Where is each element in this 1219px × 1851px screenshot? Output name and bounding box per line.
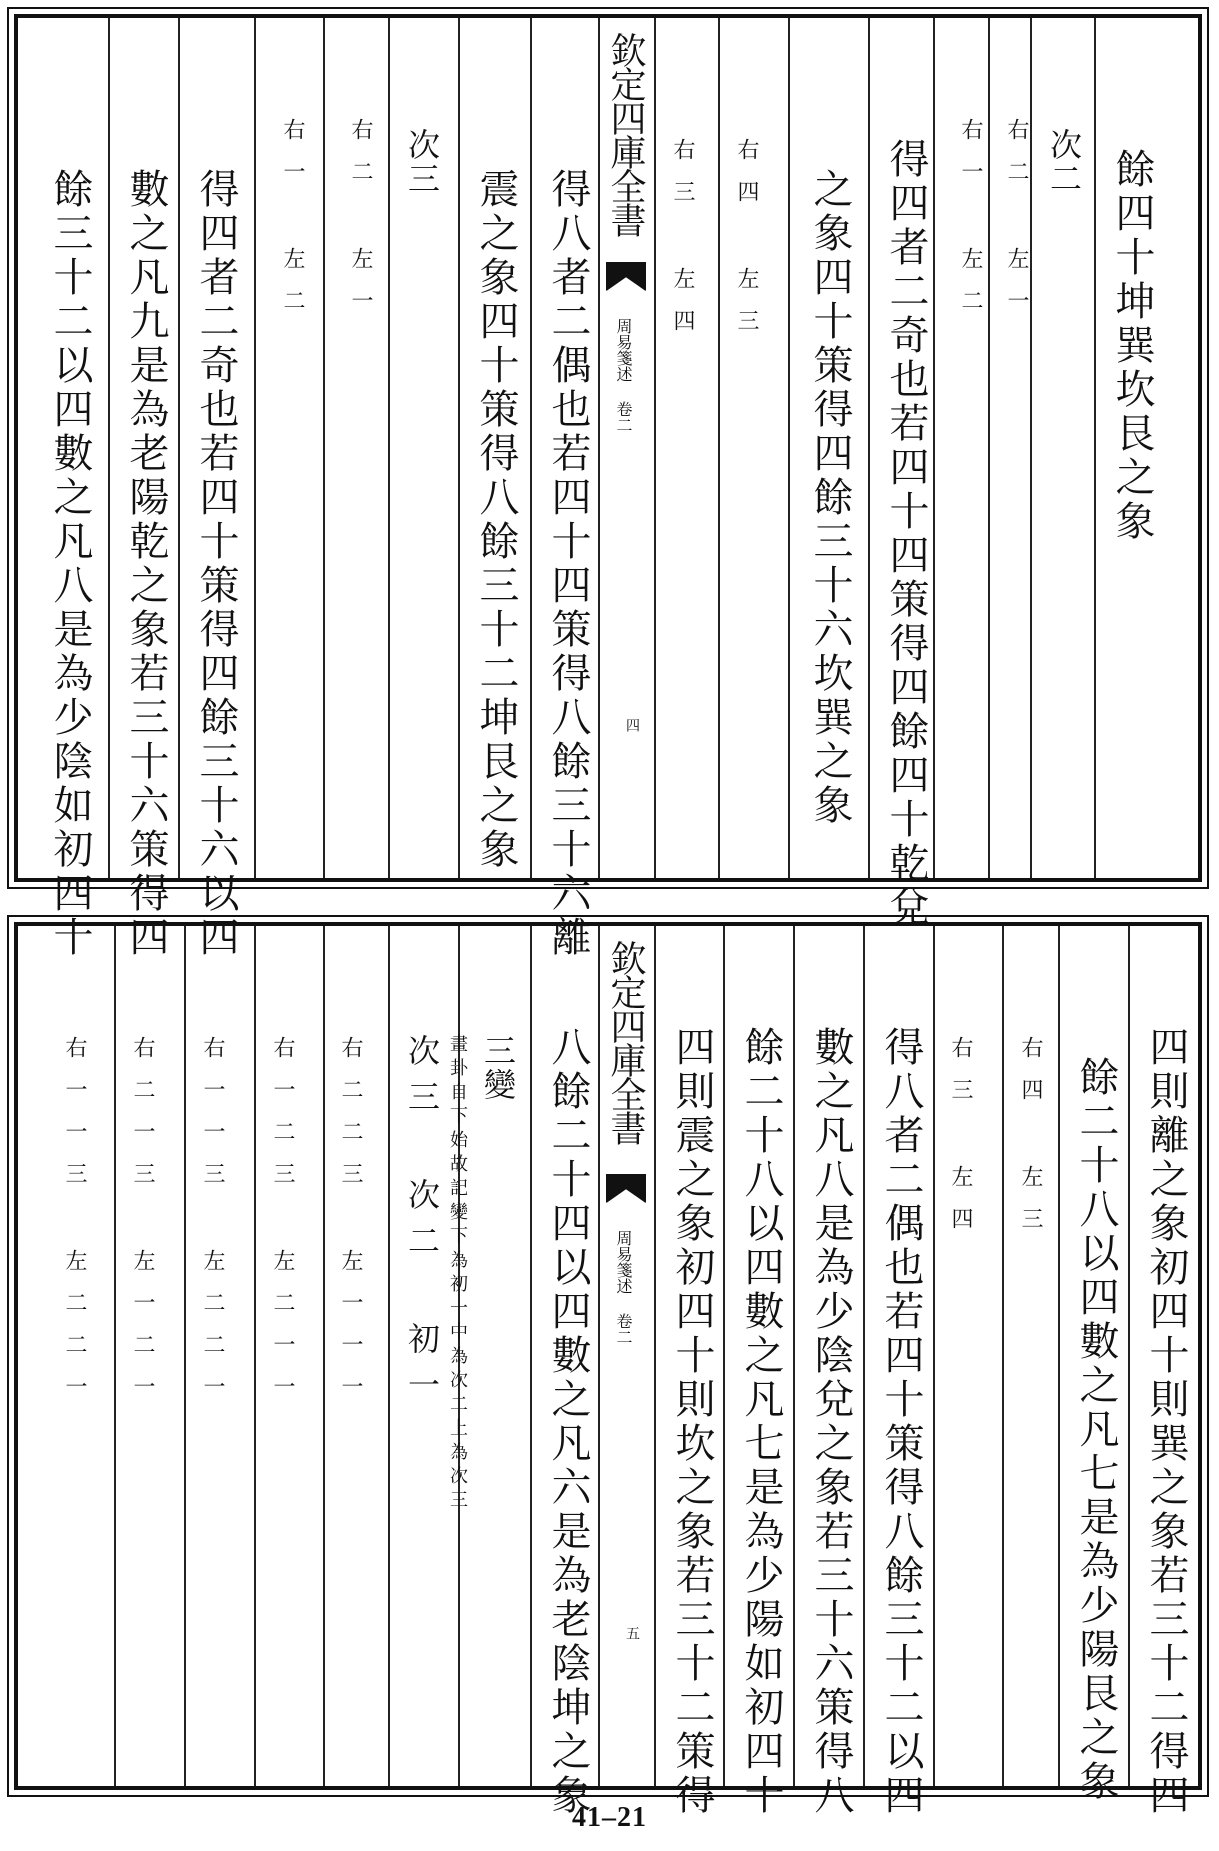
page-reference: 41–21 (572, 1802, 647, 1833)
tally-column: 右一 左二 (280, 118, 305, 331)
volume-label: 周易箋述 卷二 (614, 318, 633, 433)
column-divider (1030, 18, 1032, 878)
page-number: 四 (624, 718, 640, 732)
tally-column: 右四 左三 (734, 138, 759, 351)
text-column: 四則離之象初四十則巽之象若三十二得四 (1143, 1026, 1189, 1818)
center-fold-left (598, 18, 600, 878)
column-divider (1094, 18, 1096, 878)
text-column: 四則震之象初四十則坎之象若三十二策得 (669, 1026, 715, 1818)
tally-column: 右一 左二 (958, 118, 983, 331)
text-column: 得八者二偶也若四十策得八餘三十二以四 (878, 1026, 924, 1818)
step-headings: 次三 次二 初一 (403, 1034, 441, 1414)
column-divider (863, 926, 865, 1786)
book-title: 欽定四庫全書 (605, 32, 646, 236)
column-divider (178, 18, 180, 878)
column-divider (868, 18, 870, 878)
column-divider (1128, 926, 1130, 1786)
page-number: 五 (624, 1626, 640, 1640)
column-divider (530, 926, 532, 1786)
column-divider (254, 926, 256, 1786)
text-column: 得四者二奇也若四十策得四餘三十六以四 (193, 168, 239, 960)
column-divider (323, 926, 325, 1786)
text-column: 餘四十坤巽坎艮之象 (1109, 148, 1155, 544)
text-column: 得八者二偶也若四十四策得八餘三十六離 (545, 168, 591, 960)
volume-label: 周易箋述 卷二 (614, 1230, 633, 1345)
section-heading: 次二 (1045, 128, 1083, 196)
tally-column: 右二二三 左一一一 (338, 1036, 363, 1417)
center-fold-left (598, 926, 600, 1786)
tally-column: 右三 左四 (948, 1036, 973, 1249)
text-column: 之象四十策得四餘三十六坎巽之象 (807, 168, 853, 828)
column-divider (458, 18, 460, 878)
text-column: 餘二十八以四數之凡七是為少陽如初四十 (738, 1026, 784, 1818)
section-heading: 三變 (479, 1034, 517, 1102)
text-column: 八餘二十四以四數之凡六是為老陰坤之象 (545, 1026, 591, 1818)
tally-column: 右三 左四 (670, 138, 695, 351)
book-title: 欽定四庫全書 (605, 940, 646, 1144)
text-column: 得四者二奇也若四十四策得四餘四十乾兌 (883, 138, 929, 930)
tally-column: 右一一三 左二二一 (200, 1036, 225, 1417)
column-divider (788, 18, 790, 878)
column-divider (114, 926, 116, 1786)
text-column: 數之凡八是為少陰兌之象若三十六策得八 (808, 1026, 854, 1818)
text-column: 數之凡九是為老陽乾之象若三十六策得四 (123, 168, 169, 960)
tally-column: 右二一三 左一二一 (130, 1036, 155, 1417)
column-divider (933, 18, 935, 878)
text-column: 震之象四十策得八餘三十二坤艮之象 (473, 168, 519, 872)
column-divider (1058, 926, 1060, 1786)
annotation: 畫卦自下始故記變下為初一中為次二上為次三 (447, 1034, 468, 1514)
column-divider (254, 18, 256, 878)
column-divider (933, 926, 935, 1786)
fishtail-mark (606, 1174, 646, 1214)
center-fold-right (654, 18, 656, 878)
section-heading: 次三 (403, 128, 441, 196)
column-divider (323, 18, 325, 878)
column-divider (530, 18, 532, 878)
tally-column: 右二 左一 (1004, 118, 1029, 331)
column-divider (184, 926, 186, 1786)
text-column: 餘二十八以四數之凡七是為少陽艮之象 (1073, 1056, 1119, 1804)
fishtail-mark (606, 262, 646, 302)
tally-column: 右一一三 左二二一 (62, 1036, 87, 1417)
column-divider (723, 926, 725, 1786)
column-divider (108, 18, 110, 878)
tally-column: 右一二三 左二一一 (270, 1036, 295, 1417)
tally-column: 右四 左三 (1018, 1036, 1043, 1249)
column-divider (1002, 926, 1004, 1786)
column-divider (388, 926, 390, 1786)
top-page-frame (14, 14, 1202, 960)
center-fold-right (654, 926, 656, 1786)
column-divider (988, 18, 990, 878)
column-divider (718, 18, 720, 878)
column-divider (793, 926, 795, 1786)
tally-column: 右二 左一 (348, 118, 373, 331)
column-divider (388, 18, 390, 878)
text-column: 餘三十二以四數之凡八是為少陰如初四十 (47, 168, 93, 960)
